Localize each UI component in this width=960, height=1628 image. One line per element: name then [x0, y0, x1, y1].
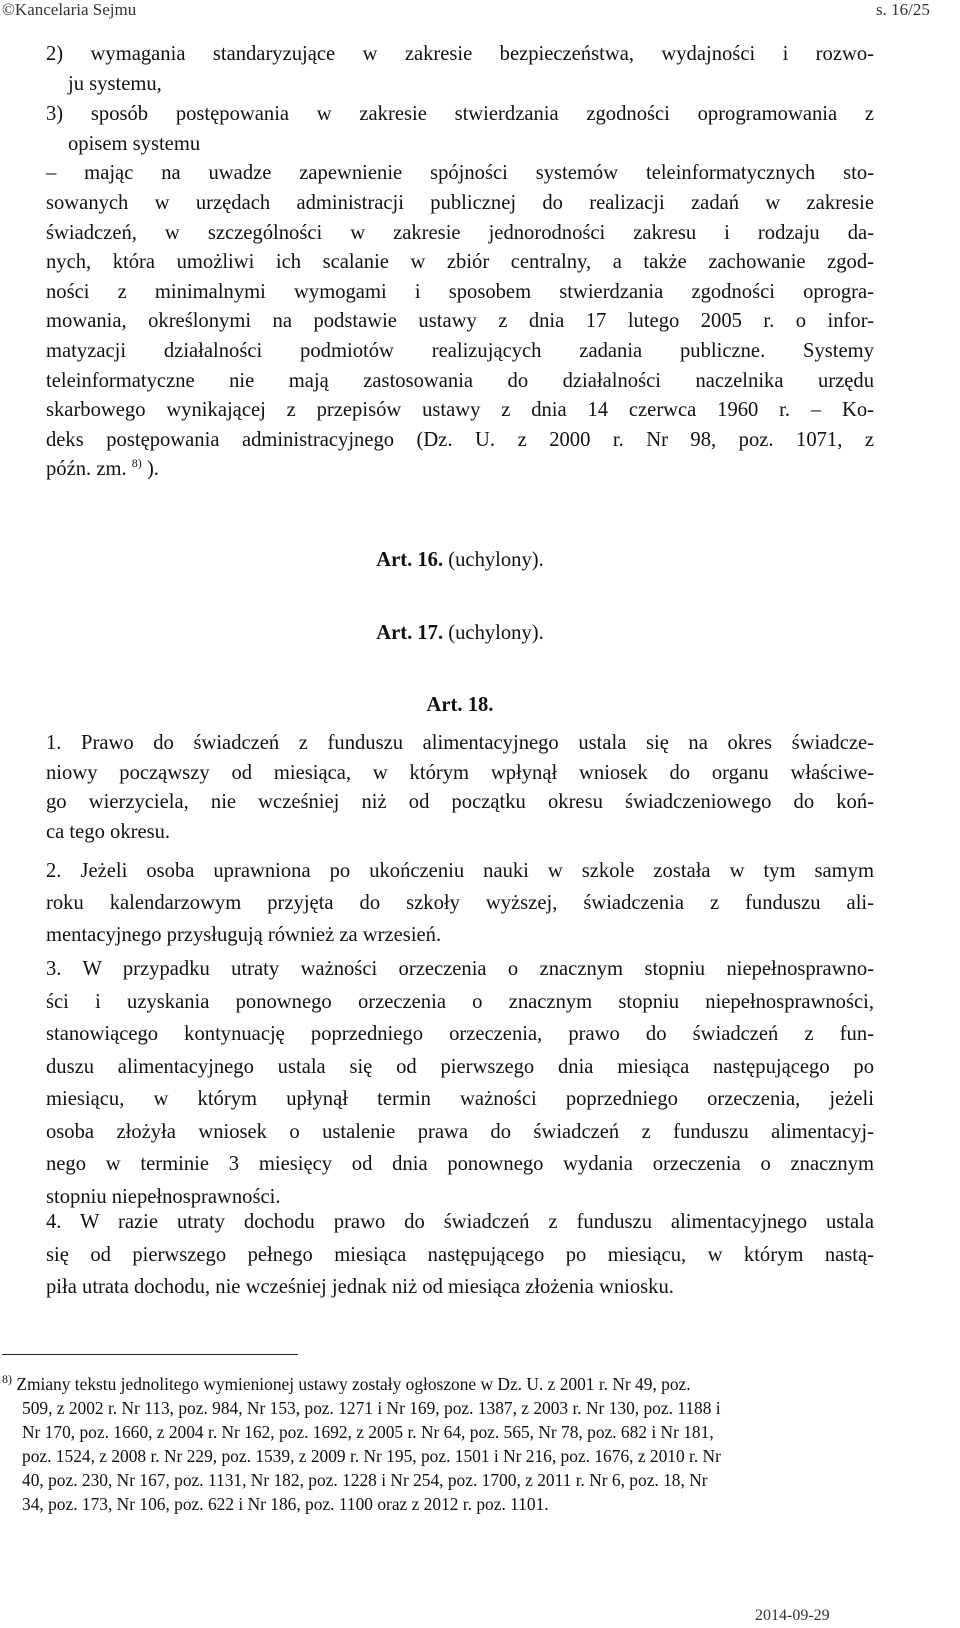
text-line: stopniu niepełnosprawności. [46, 1185, 281, 1208]
text-line: matyzacji działalności podmiotów realizujących zadania publiczne. Systemy [46, 339, 874, 362]
article-17-label: Art. 17. [376, 622, 444, 644]
text-line: opisem systemu [68, 132, 201, 155]
art18-paragraph-4 [46, 1206, 874, 1304]
article-17-text: (uchylony). [443, 622, 544, 644]
article-18-heading [46, 694, 874, 717]
item-3 [46, 100, 874, 159]
text-line: sowanych w urzędach administracji publicznej do realizacji zadań w zakresie [46, 191, 874, 214]
text-line: 2) wymagania standaryzujące w zakresie bezpieczeństwa, wydajności i rozwo- [46, 43, 874, 65]
footnote-line: 40, poz. 230, Nr 167, poz. 1131, Nr 182, poz. 1228 i Nr 254, poz. 1700, z 2011 r. Nr 6, poz. 18, Nr [22, 1470, 708, 1490]
text-line: nych, która umożliwi ich scalanie w zbiór centralny, a także zachowanie zgod- [46, 251, 874, 274]
text-line: skarbowego wynikającej z przepisów ustawy z dnia 14 czerwca 1960 r. – Ko- [46, 399, 874, 422]
art18-paragraph-2 [46, 855, 874, 951]
copyright-notice: ©Kancelaria Sejmu [2, 0, 137, 19]
art18-paragraph-1 [46, 729, 874, 847]
article-18-label: Art. 18. [426, 694, 494, 716]
text-line: ju systemu, [68, 72, 162, 95]
text-line: teleinformatyczne nie mają zastosowania do działalności naczelnika urzędu [46, 369, 874, 392]
footnote-ref: 8) [131, 456, 142, 471]
article-16 [46, 549, 874, 572]
footnote-divider [2, 1354, 298, 1355]
text-line: się od pierwszego pełnego miesiąca następującego po miesiącu, w którym nastą- [46, 1243, 874, 1266]
footnote-line: poz. 1524, z 2008 r. Nr 229, poz. 1539, z 2009 r. Nr 195, poz. 1501 i Nr 216, poz. 1676, z 2010 r. Nr [22, 1446, 721, 1466]
footnote-marker: 8) [2, 1372, 12, 1387]
text-fragment: ). [141, 458, 159, 481]
text-line: duszu alimentacyjnego ustala się od pierwszego dnia miesiąca następującego po [46, 1055, 874, 1078]
text-fragment: Zmiany tekstu jednolitego wymienionej ustawy zostały ogłoszone w Dz. U. z 2001 r. Nr 49, poz. [12, 1374, 691, 1394]
closing-clause [46, 159, 874, 485]
text-line: osoba złożyła wniosek o ustalenie prawa do świadczeń z funduszu alimentacyj- [46, 1120, 874, 1143]
text-line-last [46, 455, 874, 485]
footnote [2, 1372, 842, 1516]
text-line: ści i uzyskania ponownego orzeczenia o znacznym stopniu niepełnosprawności, [46, 990, 874, 1013]
footnote-line: 509, z 2002 r. Nr 113, poz. 984, Nr 153, poz. 1271 i Nr 169, poz. 1387, z 2003 r. Nr 130, poz. 1188 i [22, 1398, 721, 1418]
article-16-text: (uchylony). [443, 549, 544, 571]
text-line: mentacyjnego przysługują również za wrzesień. [46, 924, 442, 946]
footnote-line [2, 1372, 842, 1396]
document-date: 2014-09-29 [755, 1607, 830, 1624]
text-line: deks postępowania administracyjnego (Dz. U. z 2000 r. Nr 98, poz. 1071, z [46, 428, 874, 451]
document-body [46, 40, 874, 485]
text-line: miesiącu, w którym upłynął termin ważności poprzedniego orzeczenia, jeżeli [46, 1088, 874, 1110]
item-2 [46, 40, 874, 99]
text-line: niowy począwszy od miesiąca, w którym wpłynął wniosek do organu właściwe- [46, 761, 874, 784]
page-number: s. 16/25 [876, 0, 930, 19]
text-line: mowania, określonymi na podstawie ustawy z dnia 17 lutego 2005 r. o infor- [46, 310, 874, 333]
text-line: świadczeń, w szczególności w zakresie jednorodności zakresu i rodzaju da- [46, 221, 874, 244]
text-line: ca tego okresu. [46, 820, 171, 843]
text-line: go wierzyciela, nie wcześniej niż od początku okresu świadczeniowego do koń- [46, 791, 874, 814]
text-line: 3. W przypadku utraty ważności orzeczenia o znacznym stopniu niepełnosprawno- [46, 958, 874, 980]
article-17 [46, 622, 874, 645]
article-16-label: Art. 16. [376, 549, 444, 571]
text-line: 1. Prawo do świadczeń z funduszu alimentacyjnego ustala się na okres świadcze- [46, 732, 874, 754]
text-line: 4. W razie utraty dochodu prawo do świadczeń z funduszu alimentacyjnego ustala [46, 1211, 874, 1233]
text-line: nego w terminie 3 miesięcy od dnia ponownego wydania orzeczenia o znacznym [46, 1153, 874, 1175]
page-header [0, 0, 960, 20]
text-fragment: późn. zm. [46, 458, 127, 481]
text-line: 2. Jeżeli osoba uprawniona po ukończeniu nauki w szkole została w tym samym [46, 860, 874, 882]
footnote-line: Nr 170, poz. 1660, z 2004 r. Nr 162, poz. 1692, z 2005 r. Nr 64, poz. 565, Nr 78, poz. 682 i Nr 181, [22, 1422, 714, 1442]
art18-paragraph-3 [46, 953, 874, 1213]
text-line: 3) sposób postępowania w zakresie stwierdzania zgodności oprogramowania z [46, 103, 874, 126]
footnote-line: 34, poz. 173, Nr 106, poz. 622 i Nr 186, poz. 1100 oraz z 2012 r. poz. 1101. [22, 1494, 549, 1514]
text-line: stanowiącego kontynuację poprzedniego orzeczenia, prawo do świadczeń z fun- [46, 1023, 874, 1045]
text-line: ności z minimalnymi wymogami i sposobem stwierdzania zgodności oprogra- [46, 280, 874, 303]
text-line: – mając na uwadze zapewnienie spójności systemów teleinformatycznych sto- [46, 162, 874, 185]
text-line: roku kalendarzowym przyjęta do szkoły wyższej, świadczenia z funduszu ali- [46, 892, 874, 914]
text-line: piła utrata dochodu, nie wcześniej jednak niż od miesiąca złożenia wniosku. [46, 1276, 674, 1298]
